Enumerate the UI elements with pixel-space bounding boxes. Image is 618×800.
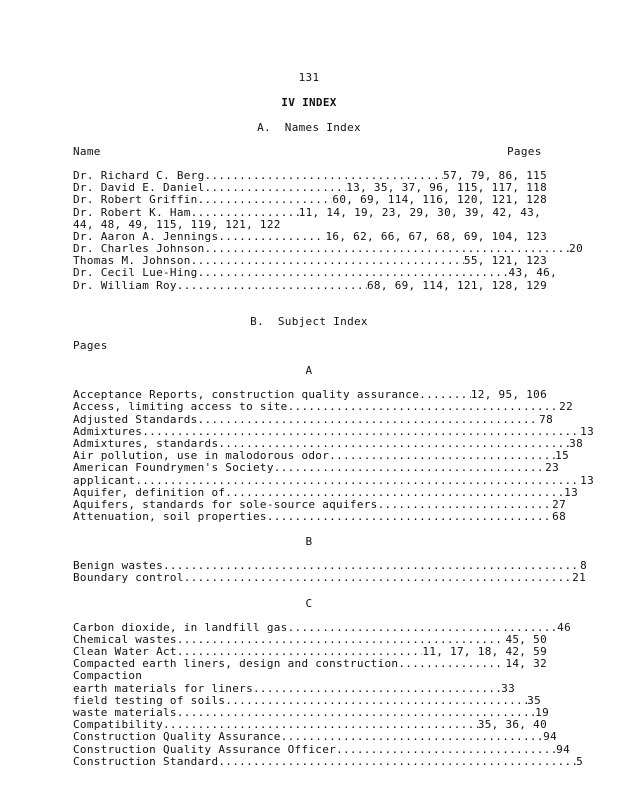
subject-entry: Compatibility ..... 35, 36, 40 xyxy=(73,718,547,731)
name-entry: Dr. David E. Daniel ..... 13, 35, 37, 96, 115, 117, 118 xyxy=(73,181,547,194)
subject-entry: Construction Quality Assurance ..... 94 xyxy=(73,730,557,743)
letter-heading-b: B xyxy=(305,535,313,548)
page-number: 131 xyxy=(298,71,320,84)
subject-subentry: waste materials ..... 19 xyxy=(73,706,549,719)
subject-subentry: field testing of soils ..... 35 xyxy=(73,694,541,707)
names-index-heading: A. Names Index xyxy=(257,121,361,134)
name-entry: Dr. Charles Johnson ..... 20 xyxy=(73,242,583,255)
subject-entry: Admixtures, standards ..... 38 xyxy=(73,437,583,450)
letter-heading-a: A xyxy=(305,364,313,377)
subject-entry: Admixtures ..... 13 xyxy=(73,425,594,438)
subject-entry: Construction Standard ..... 5 xyxy=(73,755,583,768)
subject-subentry: earth materials for liners ..... 33 xyxy=(73,682,515,695)
subject-entry: Chemical wastes ..... 45, 50 xyxy=(73,633,547,646)
subject-entry: Compaction xyxy=(73,669,143,682)
subject-entry: Benign wastes ..... 8 xyxy=(73,559,587,572)
name-entry: Dr. Robert K. Ham ..... 11, 14, 19, 23, 29, 30, 39, 42, 43, xyxy=(73,206,541,219)
subject-entry: Air pollution, use in malodorous odor ..... 15 xyxy=(73,449,569,462)
subject-entry: Access, limiting access to site ..... 22 xyxy=(73,400,573,413)
name-entry-continuation: 44, 48, 49, 115, 119, 121, 122 xyxy=(73,218,281,231)
subject-entry: Carbon dioxide, in landfill gas ..... 46 xyxy=(73,621,571,634)
subject-entry: Compacted earth liners, design and construction ..... 14, 32 xyxy=(73,657,547,670)
name-entry: Thomas M. Johnson ..... 55, 121, 123 xyxy=(73,254,547,267)
subject-index-heading: B. Subject Index xyxy=(250,315,368,328)
subject-entry: Aquifer, definition of ..... 13 xyxy=(73,486,578,499)
name-entry: Dr. William Roy ..... 68, 69, 114, 121, 128, 129 xyxy=(73,279,547,292)
pages-column-header: Pages xyxy=(507,145,542,158)
name-entry: Dr. Richard C. Berg ..... 57, 79, 86, 115 xyxy=(73,169,547,182)
subject-entry: Clean Water Act ..... 11, 17, 18, 42, 59 xyxy=(73,645,547,658)
subject-entry: Acceptance Reports, construction quality assurance ..... 12, 95, 106 xyxy=(73,388,547,401)
section-title: IV INDEX xyxy=(281,96,337,109)
subject-entry: Attenuation, soil properties ..... 68 xyxy=(73,510,566,523)
subject-entry: Aquifers, standards for sole-source aquifers ..... 27 xyxy=(73,498,566,511)
name-entry: Dr. Robert Griffin ..... 60, 69, 114, 116, 120, 121, 128 xyxy=(73,193,547,206)
subject-entry: applicant ..... 13 xyxy=(73,474,594,487)
subject-entry: Adjusted Standards ..... 78 xyxy=(73,413,553,426)
name-entry: Dr. Aaron A. Jennings ..... 16, 62, 66, 67, 68, 69, 104, 123 xyxy=(73,230,547,243)
subject-entry: Construction Quality Assurance Officer ..... 94 xyxy=(73,743,570,756)
subject-entry: Boundary control ..... 21 xyxy=(73,571,586,584)
letter-heading-c: C xyxy=(305,597,313,610)
subject-pages-label: Pages xyxy=(73,339,108,352)
name-entry: Dr. Cecil Lue-Hing ..... 43, 46, xyxy=(73,266,557,279)
names-column-header: Name xyxy=(73,145,101,158)
subject-entry: American Foundrymen's Society ..... 23 xyxy=(73,461,559,474)
